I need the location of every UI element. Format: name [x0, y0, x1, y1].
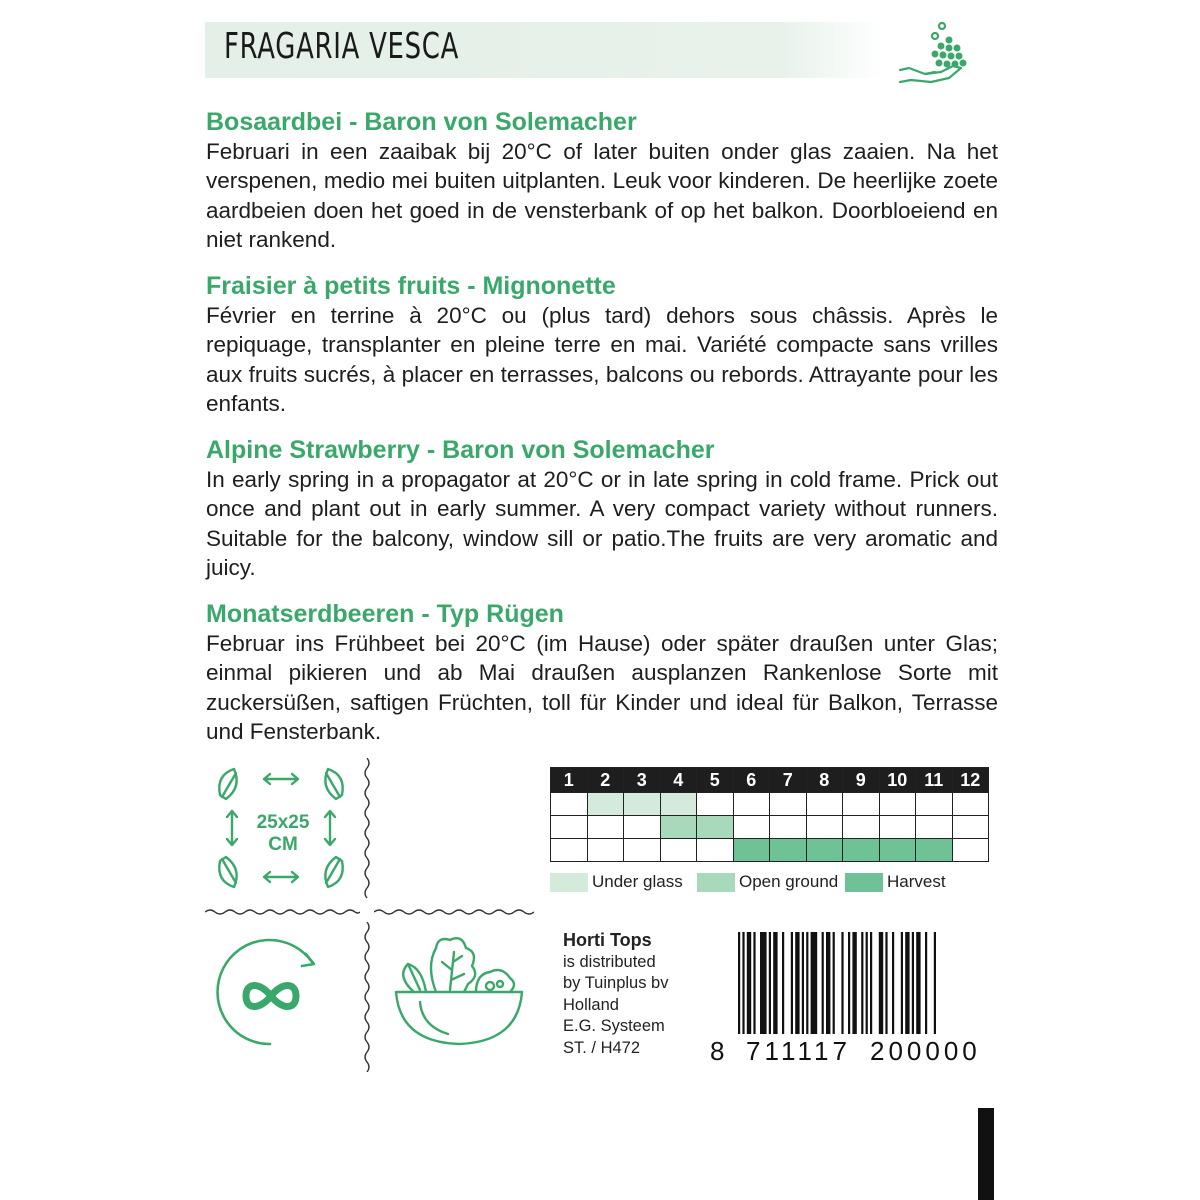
- month-header: 3: [624, 768, 661, 793]
- calendar-cell: [733, 839, 770, 862]
- month-header: 7: [770, 768, 807, 793]
- distributor-line: by Tuinplus bv: [563, 974, 669, 992]
- barcode-bar: [879, 932, 883, 1034]
- barcode-bar: [795, 932, 799, 1034]
- distributor-line: ST. / H472: [563, 1038, 641, 1057]
- calendar-cell: [952, 839, 989, 862]
- month-header: 6: [733, 768, 770, 793]
- page-title: FRAGARIA VESCA: [224, 26, 460, 67]
- calendar-row-open-ground: [551, 816, 989, 839]
- barcode-bar: [791, 932, 793, 1034]
- barcode-bar: [861, 932, 863, 1034]
- barcode-bar: [769, 932, 771, 1034]
- month-header: 8: [806, 768, 843, 793]
- wavy-divider-vertical: [363, 758, 371, 903]
- legend-label: Open ground: [739, 872, 839, 891]
- barcode-bar: [841, 932, 843, 1034]
- calendar-cell: [697, 793, 734, 816]
- barcode-bar: [852, 932, 856, 1034]
- edge-mark: [978, 1108, 994, 1200]
- section-german: [206, 599, 998, 746]
- barcode-first-digit: 8: [710, 1036, 725, 1062]
- month-header: 2: [587, 768, 624, 793]
- calendar-cell: [624, 793, 661, 816]
- legend-swatch: [697, 873, 735, 892]
- calendar-cell: [806, 793, 843, 816]
- month-header: 10: [879, 768, 916, 793]
- section-text: Februari in een zaaibak bij 20°C of later buiten onder glas zaaien. Na het verspenen, medio mei buiten uitplanten. Leuk voor kinderen. De heerlijke zoete aardbeien doen het goed in de vensterbank of op het balkon. Doorbloeiend en niet rankend.: [206, 139, 998, 252]
- calendar-cell: [697, 839, 734, 862]
- calendar-cell: [843, 839, 880, 862]
- month-header: 11: [916, 768, 953, 793]
- barcode-bar: [806, 932, 808, 1034]
- section-heading: Monatserdbeeren - Typ Rügen: [206, 600, 564, 628]
- plant-spacing-label: [243, 812, 323, 856]
- hand-with-seeds-icon: [895, 18, 975, 90]
- legend-label: Under glass: [592, 872, 683, 891]
- section-french: [206, 271, 998, 418]
- barcode-bar: [901, 932, 903, 1034]
- barcode-group-right: 200000: [870, 1036, 981, 1062]
- calendar-row-harvest: [551, 839, 989, 862]
- calendar-cell: [660, 839, 697, 862]
- wavy-divider-vertical: [363, 922, 371, 1072]
- calendar-cell: [770, 816, 807, 839]
- distributor-info: [563, 930, 668, 1059]
- calendar-cell: [624, 839, 661, 862]
- calendar-cell: [697, 816, 734, 839]
- sowing-calendar: [550, 767, 989, 862]
- calendar-cell: [770, 839, 807, 862]
- barcode-bar: [760, 932, 767, 1034]
- calendar-cell: [916, 839, 953, 862]
- calendar-cell: [733, 816, 770, 839]
- calendar-cell: [660, 793, 697, 816]
- barcode-bar: [822, 932, 824, 1034]
- section-heading: Alpine Strawberry - Baron von Solemacher: [206, 436, 715, 464]
- calendar-cell: [551, 839, 588, 862]
- month-header: 4: [660, 768, 697, 793]
- barcode-bar: [870, 932, 872, 1034]
- wavy-divider-horizontal: [205, 908, 360, 916]
- barcode-bar: [742, 932, 744, 1034]
- distributor-line: is distributed: [563, 952, 656, 971]
- calendar-cell: [952, 816, 989, 839]
- barcode-bar: [782, 932, 784, 1034]
- calendar-cell: [806, 839, 843, 862]
- calendar-cell: [879, 816, 916, 839]
- calendar-header-row: [551, 768, 989, 793]
- barcode-bar: [892, 932, 894, 1034]
- calendar-cell: [916, 816, 953, 839]
- section-text: Februar ins Frühbeet bei 20°C (im Hause) oder später draußen unter Glas; einmal pikieren und ab Mai draußen ausplanzen Rankenlose Sorte mit zuckersüßen, saftigen Früchten, toll für Kinder und ideal für Balkon, Terrasse und Fensterbank.: [206, 631, 998, 744]
- section-english: [206, 435, 998, 582]
- calendar-cell: [551, 793, 588, 816]
- barcode: [710, 932, 1000, 1062]
- calendar-cell: [733, 793, 770, 816]
- month-header: 1: [551, 768, 588, 793]
- barcode-group-left: 711117: [746, 1036, 851, 1062]
- calendar-cell: [879, 839, 916, 862]
- infinity-icon: [212, 932, 330, 1052]
- legend-open-ground: [697, 872, 838, 892]
- legend-harvest: [845, 872, 946, 892]
- distributor-line: E.G. Systeem: [563, 1017, 665, 1035]
- calendar-cell: [624, 816, 661, 839]
- calendar-cell: [916, 793, 953, 816]
- barcode-bar: [916, 932, 920, 1034]
- barcode-bar: [753, 932, 755, 1034]
- calendar-cell: [587, 816, 624, 839]
- calendar-cell: [770, 793, 807, 816]
- barcode-bar: [811, 932, 818, 1034]
- legend-label: Harvest: [887, 872, 946, 891]
- barcode-bar: [934, 932, 936, 1034]
- barcode-bar: [925, 932, 927, 1034]
- barcode-bar: [826, 932, 830, 1034]
- section-text: In early spring in a propagator at 20°C or in late spring in cold frame. Prick out once and plant out in early summer. A very compact variety without runners. Suitable for the balcony, window sill or patio.The fruits are very aromatic and juicy.: [206, 467, 998, 580]
- barcode-bar: [802, 932, 804, 1034]
- wavy-divider-horizontal: [374, 908, 534, 916]
- brand-name: Horti Tops: [563, 930, 652, 950]
- barcode-bar: [833, 932, 835, 1034]
- calendar-row-under-glass: [551, 793, 989, 816]
- distributor-line: Holland: [563, 995, 619, 1014]
- calendar-cell: [587, 839, 624, 862]
- month-header: 5: [697, 768, 734, 793]
- calendar-cell: [806, 816, 843, 839]
- legend-swatch: [845, 873, 883, 892]
- section-dutch: [206, 107, 998, 254]
- section-heading: Bosaardbei - Baron von Solemacher: [206, 108, 637, 136]
- barcode-bar: [747, 932, 751, 1034]
- salad-bowl-icon: [392, 930, 526, 1050]
- barcode-bar: [738, 932, 740, 1034]
- section-text: Février en terrine à 20°C ou (plus tard) dehors sous châssis. Après le repiquage, transplanter en pleine terre en mai. Variété compacte sans vrilles aux fruits sucrés, à placer en terrasses, balcons ou rebords. Attrayante pour les enfants.: [206, 303, 998, 416]
- calendar-cell: [660, 816, 697, 839]
- legend-under-glass: [550, 872, 683, 892]
- calendar-cell: [843, 816, 880, 839]
- calendar-cell: [843, 793, 880, 816]
- spacing-value: 25x25: [256, 812, 310, 833]
- calendar-cell: [952, 793, 989, 816]
- barcode-bar: [912, 932, 914, 1034]
- month-header: 9: [843, 768, 880, 793]
- month-header: 12: [952, 768, 989, 793]
- calendar-cell: [551, 816, 588, 839]
- legend-swatch: [550, 873, 588, 892]
- barcode-bar: [905, 932, 909, 1034]
- calendar-cell: [879, 793, 916, 816]
- barcode-bar: [885, 932, 887, 1034]
- barcode-bar: [773, 932, 777, 1034]
- calendar-cell: [587, 793, 624, 816]
- barcode-bar: [848, 932, 850, 1034]
- spacing-unit: CM: [268, 834, 298, 855]
- section-heading: Fraisier à petits fruits - Mignonette: [206, 272, 616, 300]
- barcode-bar: [866, 932, 868, 1034]
